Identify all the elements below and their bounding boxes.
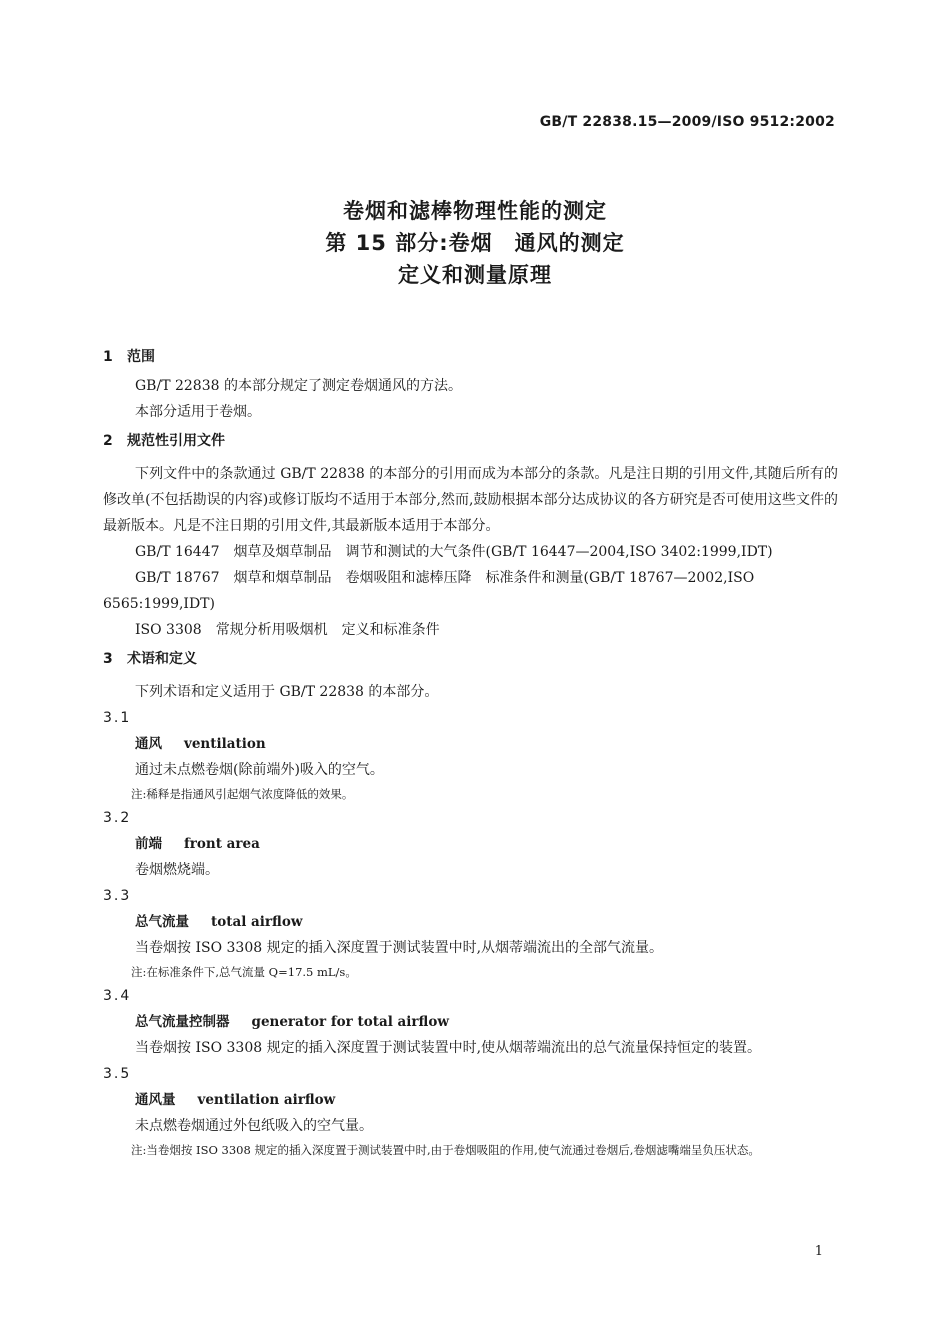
- section-title: 范围: [127, 349, 155, 365]
- clause-number: 3.1: [103, 710, 132, 726]
- section-number: 1: [103, 349, 113, 365]
- document-title: [0, 195, 950, 291]
- section-heading-scope: [103, 345, 838, 369]
- term-entry: [103, 1087, 838, 1113]
- term-zh: 前端: [135, 836, 162, 852]
- term-note: 注:稀释是指通风引起烟气浓度降低的效果。: [131, 787, 354, 801]
- section-heading-normative-references: [103, 429, 838, 453]
- section-number: 2: [103, 433, 113, 449]
- term-zh: 总气流量: [135, 914, 189, 930]
- term-zh: 通风: [135, 736, 162, 752]
- clause-number: 3.2: [103, 810, 132, 826]
- title-line-3: 定义和测量原理: [398, 263, 552, 287]
- standard-code: GB/T 22838.15—2009/ISO 9512:2002: [539, 114, 835, 130]
- reference-code: GB/T 16447: [135, 544, 220, 560]
- reference-title: 常规分析用吸烟机 定义和标准条件: [215, 622, 440, 638]
- section-title: 术语和定义: [127, 651, 197, 667]
- clause-number: 3.3: [103, 888, 132, 904]
- term-en: front area: [184, 836, 260, 852]
- term-entry: [103, 909, 838, 935]
- clause-number: 3.5: [103, 1066, 132, 1082]
- term-definition: 当卷烟按 ISO 3308 规定的插入深度置于测试装置中时,使从烟蒂端流出的总气流量保持恒定的装置。: [135, 1040, 762, 1056]
- reference-item: [103, 539, 838, 565]
- paragraph: 下列术语和定义适用于 GB/T 22838 的本部分。: [135, 684, 439, 700]
- term-note: 注:当卷烟按 ISO 3308 规定的插入深度置于测试装置中时,由于卷烟吸阻的作用,使气流通过卷烟后,卷烟滤嘴端呈负压状态。: [131, 1143, 760, 1157]
- document-body: [103, 345, 838, 1161]
- term-entry: [103, 731, 838, 757]
- paragraph: 下列文件中的条款通过 GB/T 22838 的本部分的引用而成为本部分的条款。凡是注日期的引用文件,其随后所有的修改单(不包括勘误的内容)或修订版均不适用于本部分,然而,鼓励根据本部分达成协议的各方研究是否可使用这些文件的最新版本。凡是不注日期的引用文件,其最新版本适用于本部分。: [103, 466, 838, 534]
- reference-code: GB/T 18767: [135, 570, 220, 586]
- paragraph: GB/T 22838 的本部分规定了测定卷烟通风的方法。: [135, 378, 462, 394]
- reference-item: [103, 565, 838, 617]
- term-note: 注:在标准条件下,总气流量 Q=17.5 mL/s。: [131, 965, 357, 979]
- paragraph: 本部分适用于卷烟。: [135, 404, 261, 420]
- term-definition: 未点燃卷烟通过外包纸吸入的空气量。: [135, 1118, 373, 1134]
- term-en: ventilation airflow: [197, 1092, 336, 1108]
- reference-title: 烟草和烟草制品 卷烟吸阻和滤棒压降 标准条件和测量(GB/T 18767—2002,ISO 6565:1999,IDT): [103, 570, 755, 612]
- term-zh: 通风量: [135, 1092, 176, 1108]
- term-definition: 通过未点燃卷烟(除前端外)吸入的空气。: [135, 762, 384, 778]
- section-title: 规范性引用文件: [127, 433, 225, 449]
- term-en: ventilation: [184, 736, 266, 752]
- term-entry: [103, 831, 838, 857]
- title-line-2: 第 15 部分:卷烟 通风的测定: [325, 231, 625, 255]
- reference-item: [103, 617, 838, 643]
- clause-number: 3.4: [103, 988, 132, 1004]
- page-number: 1: [814, 1244, 823, 1259]
- section-number: 3: [103, 651, 113, 667]
- term-definition: 当卷烟按 ISO 3308 规定的插入深度置于测试装置中时,从烟蒂端流出的全部气流量。: [135, 940, 664, 956]
- section-heading-terms-and-definitions: [103, 647, 838, 671]
- term-zh: 总气流量控制器: [135, 1014, 230, 1030]
- reference-title: 烟草及烟草制品 调节和测试的大气条件(GB/T 16447—2004,ISO 3402:1999,IDT): [233, 544, 773, 560]
- term-en: generator for total airflow: [251, 1014, 449, 1030]
- title-line-1: 卷烟和滤棒物理性能的测定: [343, 199, 607, 223]
- term-en: total airflow: [211, 914, 303, 930]
- reference-code: ISO 3308: [135, 622, 202, 638]
- term-entry: [103, 1009, 838, 1035]
- term-definition: 卷烟燃烧端。: [135, 862, 219, 878]
